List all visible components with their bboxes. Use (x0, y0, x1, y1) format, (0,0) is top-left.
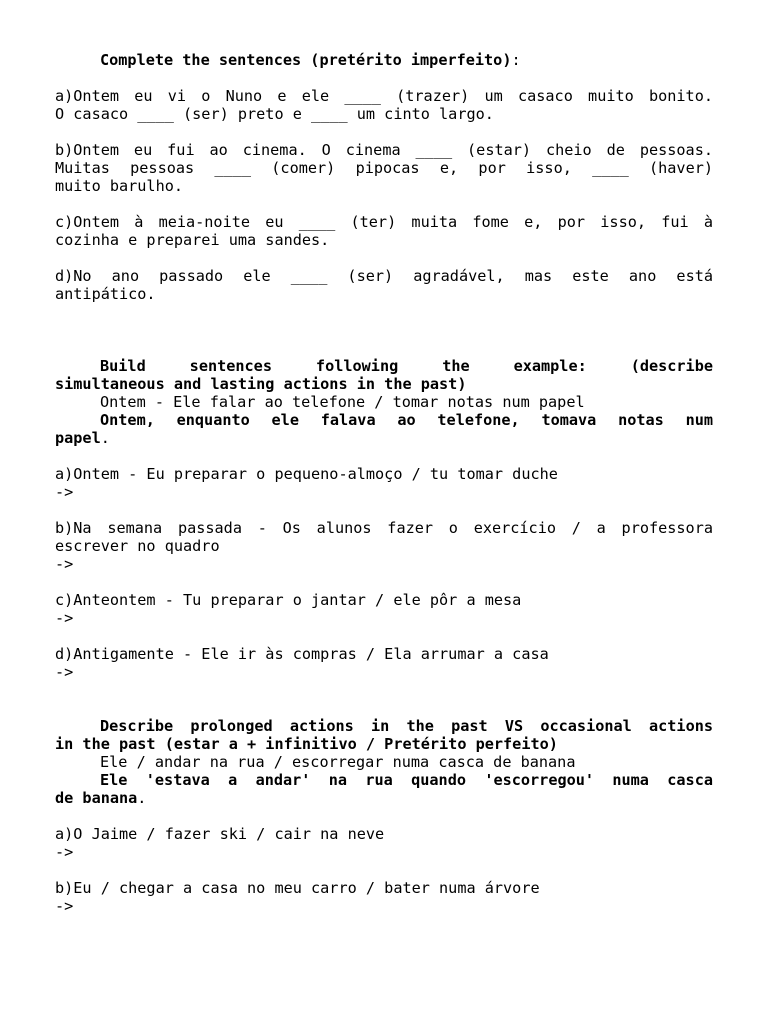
s3-item-a-arrow: -> (55, 843, 74, 861)
section1-heading (55, 51, 713, 69)
section2-answer-suffix: . (100, 429, 110, 447)
s3-item-a-line1: a)O Jaime / fazer ski / cair na neve (55, 825, 385, 843)
section2-title-line1: Build sentences following the example: (describe (100, 357, 713, 375)
s2-item-c-line1: c)Anteontem - Tu preparar o jantar / ele pôr a mesa (55, 591, 522, 609)
s2-item-d-line1: d)Antigamente - Ele ir às compras / Ela arrumar a casa (55, 645, 549, 663)
section3-answer-line2: de banana (55, 789, 138, 807)
s2-item-b-arrow: -> (55, 555, 74, 573)
s2-item-a-line1: a)Ontem - Eu preparar o pequeno-almoço / tu tomar duche (55, 465, 558, 483)
s1-item-c-line1: c)Ontem à meia-noite eu ____ (ter) muita fome e, por isso, fui à (55, 213, 713, 231)
s2-item-b-line2: escrever no quadro (55, 537, 220, 555)
s3-item-b-line1: b)Eu / chegar a casa no meu carro / bater numa árvore (55, 879, 540, 897)
section3-example: Ele / andar na rua / escorregar numa casca de banana (100, 753, 576, 771)
document-page (55, 51, 713, 915)
s2-item-b-line1: b)Na semana passada - Os alunos fazer o exercício / a professora (55, 519, 713, 537)
s2-item-c-arrow: -> (55, 609, 74, 627)
section3-answer-line2-wrap (55, 789, 713, 807)
s1-item-b-line3: muito barulho. (55, 177, 184, 195)
s1-item-a-line1: a)Ontem eu vi o Nuno e ele ____ (trazer) um casaco muito bonito. (55, 87, 713, 105)
s2-item-d-arrow: -> (55, 663, 74, 681)
s1-item-a-line2: O casaco ____ (ser) preto e ____ um cinto largo. (55, 105, 494, 123)
section2-answer-line2: papel (55, 429, 101, 447)
section3-answer-suffix: . (137, 789, 147, 807)
section1-title-suffix: : (511, 51, 521, 69)
section2-example: Ontem - Ele falar ao telefone / tomar notas num papel (100, 393, 585, 411)
s1-item-c-line2: cozinha e preparei uma sandes. (55, 231, 330, 249)
section3-title-line1: Describe prolonged actions in the past VS occasional actions (100, 717, 713, 735)
s1-item-b-line2: Muitas pessoas ____ (comer) pipocas e, por isso, ____ (haver) (55, 159, 713, 177)
s1-item-d-line1: d)No ano passado ele ____ (ser) agradável, mas este ano está (55, 267, 713, 285)
s3-item-b-arrow: -> (55, 897, 74, 915)
section2-answer-line2-wrap (55, 429, 713, 447)
s1-item-d-line2: antipático. (55, 285, 156, 303)
section3-title-line2: in the past (estar a + infinitivo / Pretérito perfeito) (55, 735, 558, 753)
section2-title-line2: simultaneous and lasting actions in the past) (55, 375, 467, 393)
section1-title: Complete the sentences (pretérito imperfeito) (100, 51, 512, 69)
s2-item-a-arrow: -> (55, 483, 74, 501)
section3-answer-line1: Ele 'estava a andar' na rua quando 'escorregou' numa casca (100, 771, 713, 789)
s1-item-b-line1: b)Ontem eu fui ao cinema. O cinema ____ (estar) cheio de pessoas. (55, 141, 713, 159)
section2-answer-line1: Ontem, enquanto ele falava ao telefone, tomava notas num (100, 411, 713, 429)
